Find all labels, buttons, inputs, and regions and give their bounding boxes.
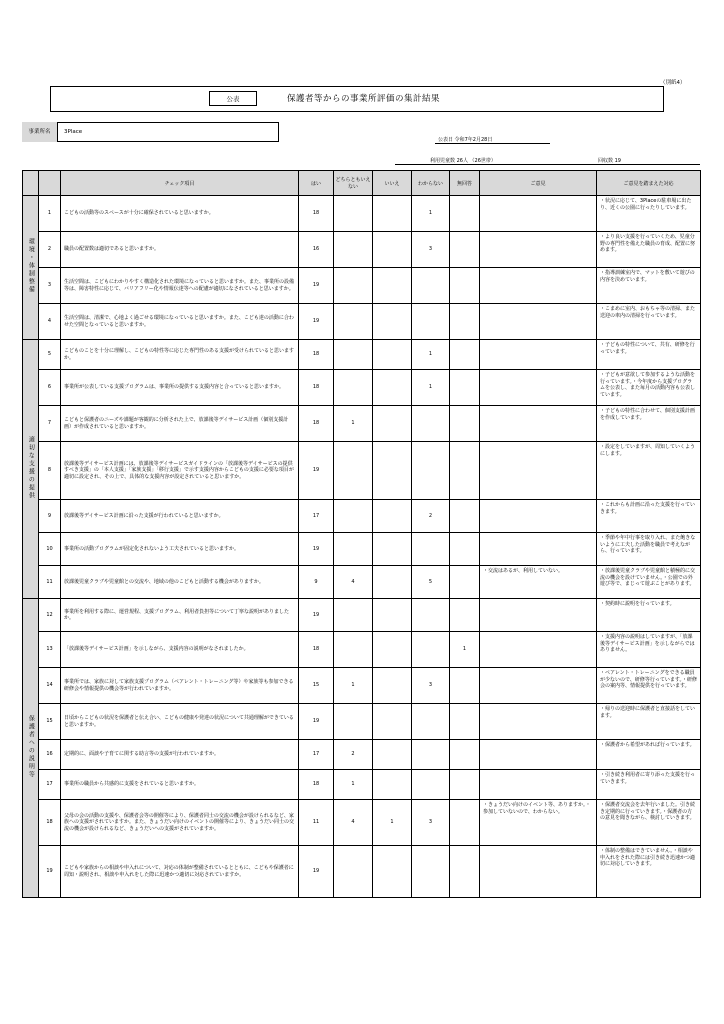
count-yes: 19: [299, 846, 334, 898]
answers-count: 回収数 19: [598, 158, 621, 164]
question-text: こどもの活動等のスペースが十分に確保されていると思いますか。: [61, 196, 299, 232]
question-text: こどもや家族からの相談や申入れについて、対応の体制が整備されているとともに、こどもや保護者に周知・説明され、相談や申入れをした際に迅速かつ適切に対応されていますか。: [61, 846, 299, 898]
table-header-row: [23, 171, 701, 196]
count-no: [373, 740, 412, 770]
header-opinion: ご意見: [480, 171, 597, 196]
opinion-text: [480, 268, 597, 304]
divider: [395, 164, 700, 165]
count-noanswer: [450, 406, 480, 442]
opinion-text: [480, 340, 597, 370]
question-text: 「放課後等デイサービス計画」を示しながら、支援内容の説明がなされましたか。: [61, 632, 299, 668]
opinion-text: [480, 533, 597, 566]
response-text: ・設定をしていますが、周知していくようにします。: [597, 442, 701, 500]
section-label: [23, 196, 39, 340]
count-noanswer: [450, 370, 480, 406]
response-text: ・これからも計画に沿った支援を行っていきます。: [597, 500, 701, 533]
opinion-text: [480, 770, 597, 800]
row-number: 1: [39, 196, 61, 232]
header-unknown: わからない: [412, 171, 450, 196]
table-row: [23, 668, 701, 704]
count-noanswer: [450, 668, 480, 704]
opinion-text: [480, 406, 597, 442]
count-yes: 19: [299, 533, 334, 566]
response-text: ・引き続き利用者に寄り添った支援を行っていきます。: [597, 770, 701, 800]
count-neutral: [334, 370, 373, 406]
response-text: ・子どもの特性について、共有、研修を行っています。: [597, 340, 701, 370]
row-number: 6: [39, 370, 61, 406]
table-row: [23, 599, 701, 632]
count-neutral: [334, 846, 373, 898]
count-yes: 18: [299, 406, 334, 442]
count-yes: 17: [299, 500, 334, 533]
count-unknown: [412, 406, 450, 442]
count-unknown: [412, 304, 450, 340]
header-cell: [23, 171, 39, 196]
question-text: こどもと保護者のニーズや課題が客観的に分析された上で、放課後等デイサービス計画（個別支援計画）が作成されていると思いますか。: [61, 406, 299, 442]
annex-label: （別紙4）: [660, 80, 686, 86]
response-text: ・保護者から希望があれば行っています。: [597, 740, 701, 770]
count-noanswer: [450, 268, 480, 304]
response-text: ・こまめに室内、おもちゃ等の清掃、また送迎の車内の清掃を行っています。: [597, 304, 701, 340]
table-row: [23, 846, 701, 898]
response-text: ・ペアレント・トレーニングをできる職員が少ないので、研修等行っています。・研修会の案内等、情報提供を行っています。: [597, 668, 701, 704]
office-label: 事業所名: [22, 122, 58, 142]
count-yes: 15: [299, 668, 334, 704]
count-neutral: 4: [334, 800, 373, 846]
count-no: [373, 268, 412, 304]
table-row: [23, 566, 701, 599]
question-text: 職員の配置数は適切であると思いますか。: [61, 232, 299, 268]
question-text: 事業所では、家族に対して家族支援プログラム（ペアレント・トレーニング等）や家族等も参加できる研修会や情報提供の機会等が行われていますか。: [61, 668, 299, 704]
row-number: 18: [39, 800, 61, 846]
question-text: 放課後児童クラブや児童館との交流や、地域の他のこどもと活動する機会がありますか。: [61, 566, 299, 599]
table-row: [23, 370, 701, 406]
count-neutral: 1: [334, 668, 373, 704]
count-unknown: [412, 846, 450, 898]
question-text: 事業所の職員から共感的に支援をされていると思いますか。: [61, 770, 299, 800]
count-no: [373, 196, 412, 232]
count-neutral: [334, 704, 373, 740]
row-number: 2: [39, 232, 61, 268]
count-noanswer: [450, 304, 480, 340]
count-noanswer: [450, 340, 480, 370]
count-no: [373, 566, 412, 599]
count-unknown: [412, 599, 450, 632]
header-noanswer: 無回答: [450, 171, 480, 196]
opinion-text: [480, 370, 597, 406]
count-unknown: 1: [412, 340, 450, 370]
count-unknown: [412, 442, 450, 500]
section-label: [23, 340, 39, 599]
count-no: [373, 442, 412, 500]
count-yes: 18: [299, 370, 334, 406]
response-text: ・より良い支援を行っていくため、児童分野の専門性を備えた職員の育成、配置に努めます。: [597, 232, 701, 268]
row-number: 8: [39, 442, 61, 500]
count-no: [373, 668, 412, 704]
count-unknown: 1: [412, 370, 450, 406]
count-yes: 18: [299, 340, 334, 370]
table-row: [23, 704, 701, 740]
response-text: ・帰りの送迎時に保護者と直接話をしています。: [597, 704, 701, 740]
row-number: 13: [39, 632, 61, 668]
count-yes: 9: [299, 566, 334, 599]
count-no: [373, 304, 412, 340]
count-no: [373, 632, 412, 668]
row-number: 10: [39, 533, 61, 566]
count-no: [373, 232, 412, 268]
count-no: [373, 406, 412, 442]
table-row: [23, 533, 701, 566]
header-item: チェック項目: [61, 171, 299, 196]
opinion-text: [480, 668, 597, 704]
count-neutral: [334, 340, 373, 370]
count-neutral: 1: [334, 406, 373, 442]
question-text: 父母の会の活動の支援や、保護者会等の開催等により、保護者同士の交流の機会が設けられるなど、家族への支援がされていますか。また、きょうだい向けのイベントの開催等により、きょうだい同士の交流の機会が設けられるなど、きょうだいへの支援がされていますか。: [61, 800, 299, 846]
table-row: [23, 304, 701, 340]
count-no: [373, 704, 412, 740]
table-row: [23, 268, 701, 304]
count-noanswer: [450, 800, 480, 846]
row-number: 17: [39, 770, 61, 800]
count-noanswer: [450, 740, 480, 770]
count-neutral: [334, 533, 373, 566]
count-noanswer: [450, 500, 480, 533]
count-yes: 18: [299, 770, 334, 800]
count-noanswer: [450, 442, 480, 500]
count-neutral: [334, 442, 373, 500]
count-neutral: 1: [334, 770, 373, 800]
count-neutral: [334, 232, 373, 268]
count-no: 1: [373, 800, 412, 846]
publish-date: 公表日 令和7年2月28日: [438, 137, 493, 143]
question-text: こどものことを十分に理解し、こどもの特性等に応じた専門性のある支援が受けられていると思いますか。: [61, 340, 299, 370]
table-row: [23, 340, 701, 370]
count-neutral: [334, 500, 373, 533]
count-yes: 19: [299, 599, 334, 632]
opinion-text: [480, 632, 597, 668]
table-row: [23, 770, 701, 800]
count-unknown: [412, 770, 450, 800]
header-no: いいえ: [373, 171, 412, 196]
count-unknown: 1: [412, 196, 450, 232]
page-title: 保護者等からの事業所評価の集計結果: [287, 94, 441, 104]
section-label: [23, 599, 39, 898]
count-no: [373, 846, 412, 898]
count-unknown: 3: [412, 668, 450, 704]
divider: [435, 143, 550, 144]
question-text: 事業所を利用する際に、運営規程、支援プログラム、利用者負担等について丁寧な説明がありましたか。: [61, 599, 299, 632]
count-neutral: [334, 599, 373, 632]
count-yes: 16: [299, 232, 334, 268]
response-text: ・保護者交流会を去年行いました。引き続き定期的に行っていきます。・保護者の方の意見を聞きながら、検討していきます。: [597, 800, 701, 846]
row-number: 19: [39, 846, 61, 898]
table-row: [23, 442, 701, 500]
question-text: 事業所が公表している支援プログラムは、事業所の提供する支援内容と合っていると思いますか。: [61, 370, 299, 406]
response-text: ・子どもが意欲して参加するような活動を行っています。・今年度から支援プログラムを公表し、また毎月の活動内容も公表しています。: [597, 370, 701, 406]
response-text: ・状況に応じて、3Placeの駐車場に出たり、近くの公園に行ったりしています。: [597, 196, 701, 232]
count-neutral: 2: [334, 740, 373, 770]
opinion-text: [480, 232, 597, 268]
response-text: ・支援内容の説明はしていますが、「放課後等デイサービス計画」を示しながらではありません。: [597, 632, 701, 668]
header-response: ご意見を踏まえた対応: [597, 171, 701, 196]
header-neutral: どちらともいえない: [334, 171, 373, 196]
response-text: ・契約時に説明を行っています。: [597, 599, 701, 632]
count-yes: 18: [299, 632, 334, 668]
row-number: 3: [39, 268, 61, 304]
count-unknown: 3: [412, 800, 450, 846]
opinion-text: [480, 846, 597, 898]
row-number: 5: [39, 340, 61, 370]
count-noanswer: [450, 533, 480, 566]
response-text: ・体制の整備はできていません。・相談や申入れをされた際には引き続き迅速かつ適切に対応していきます。: [597, 846, 701, 898]
response-text: ・子どもの特性に合わせて、個別支援計画を作成しています。: [597, 406, 701, 442]
section-label-text: 環境・体制整備: [27, 238, 35, 295]
count-noanswer: [450, 599, 480, 632]
count-no: [373, 533, 412, 566]
opinion-text: [480, 500, 597, 533]
row-number: 16: [39, 740, 61, 770]
count-yes: 19: [299, 704, 334, 740]
opinion-text: [480, 196, 597, 232]
header-cell: [39, 171, 61, 196]
count-yes: 18: [299, 196, 334, 232]
header-yes: はい: [299, 171, 334, 196]
count-neutral: [334, 196, 373, 232]
opinion-text: [480, 599, 597, 632]
table-row: [23, 232, 701, 268]
opinion-text: [480, 740, 597, 770]
section-label-text: 適切な支援の提供: [27, 435, 35, 500]
count-yes: 17: [299, 740, 334, 770]
row-number: 14: [39, 668, 61, 704]
count-unknown: [412, 704, 450, 740]
table-row: [23, 196, 701, 232]
row-number: 7: [39, 406, 61, 442]
count-unknown: 2: [412, 500, 450, 533]
row-number: 11: [39, 566, 61, 599]
count-no: [373, 599, 412, 632]
count-no: [373, 500, 412, 533]
opinion-text: [480, 704, 597, 740]
publish-badge: 公表: [209, 91, 257, 106]
count-neutral: [334, 268, 373, 304]
table-body: [23, 196, 701, 898]
count-unknown: 3: [412, 232, 450, 268]
opinion-text: ・交流はあるが、利用していない。: [480, 566, 597, 599]
question-text: 放課後等デイサービス計画に沿った支援が行われていると思いますか。: [61, 500, 299, 533]
evaluation-table: [22, 170, 701, 898]
table-row: [23, 632, 701, 668]
count-yes: 19: [299, 268, 334, 304]
question-text: 放課後等デイサービス計画には、放課後等デイサービスガイドラインの「放課後等デイサービスの提供すべき支援」の「本人支援」「家族支援」「移行支援」で示す支援内容からこどもの支援に必要な項目が適切に設定され、その上で、具体的な支援内容が設定されていると思いますか。: [61, 442, 299, 500]
count-neutral: 4: [334, 566, 373, 599]
count-noanswer: 1: [450, 632, 480, 668]
count-yes: 11: [299, 800, 334, 846]
count-unknown: [412, 632, 450, 668]
office-box: [22, 122, 279, 142]
question-text: 定期的に、面談や子育てに関する助言等の支援が行われていますか。: [61, 740, 299, 770]
row-number: 15: [39, 704, 61, 740]
question-text: 生活空間は、清潔で、心地よく過ごせる環境になっていると思いますか。また、こども達の活動に合わせた空間となっていると思いますか。: [61, 304, 299, 340]
guardians-count: 利用児童数 26人 （26世帯）: [430, 158, 496, 164]
office-name: 3Place: [64, 129, 83, 135]
count-unknown: [412, 268, 450, 304]
count-noanswer: [450, 770, 480, 800]
response-text: ・指導訓練室内で、マットを敷いて遊びの内容を決めています。: [597, 268, 701, 304]
count-unknown: [412, 740, 450, 770]
row-number: 4: [39, 304, 61, 340]
opinion-text: [480, 442, 597, 500]
question-text: 事業所の活動プログラムが固定化されないよう工夫されていると思いますか。: [61, 533, 299, 566]
count-yes: 19: [299, 304, 334, 340]
response-text: ・季節や年中行事を取り入れ、また飽きないように工夫した活動を職員で考えながら、行っています。: [597, 533, 701, 566]
opinion-text: ・きょうだい向けのイベント等、ありますか。・参加していないので、わからない。: [480, 800, 597, 846]
count-yes: 19: [299, 442, 334, 500]
table-row: [23, 740, 701, 770]
count-neutral: [334, 304, 373, 340]
question-text: 日頃からこどもの状況を保護者と伝え合い、こどもの健康や発達の状況について共通理解ができていると思いますか。: [61, 704, 299, 740]
section-label-text: 保護者への説明等: [27, 714, 35, 779]
table-row: [23, 500, 701, 533]
count-noanswer: [450, 232, 480, 268]
count-unknown: [412, 533, 450, 566]
count-unknown: 5: [412, 566, 450, 599]
opinion-text: [480, 304, 597, 340]
row-number: 12: [39, 599, 61, 632]
count-neutral: [334, 632, 373, 668]
count-noanswer: [450, 704, 480, 740]
question-text: 生活空間は、こどもにわかりやすく構造化された環境になっていると思いますか。また、事業所の設備等は、障害特性に応じて、バリアフリー化や情報伝達等への配慮が適切になされていると思いますか。: [61, 268, 299, 304]
count-noanswer: [450, 846, 480, 898]
count-no: [373, 370, 412, 406]
row-number: 9: [39, 500, 61, 533]
response-text: ・放課後児童クラブや児童館と積極的に交流の機会を設けていません。・公園での外遊び等で、まじって遊ぶことがあります。: [597, 566, 701, 599]
count-noanswer: [450, 566, 480, 599]
table-row: [23, 406, 701, 442]
count-no: [373, 340, 412, 370]
count-no: [373, 770, 412, 800]
count-noanswer: [450, 196, 480, 232]
table-row: [23, 800, 701, 846]
